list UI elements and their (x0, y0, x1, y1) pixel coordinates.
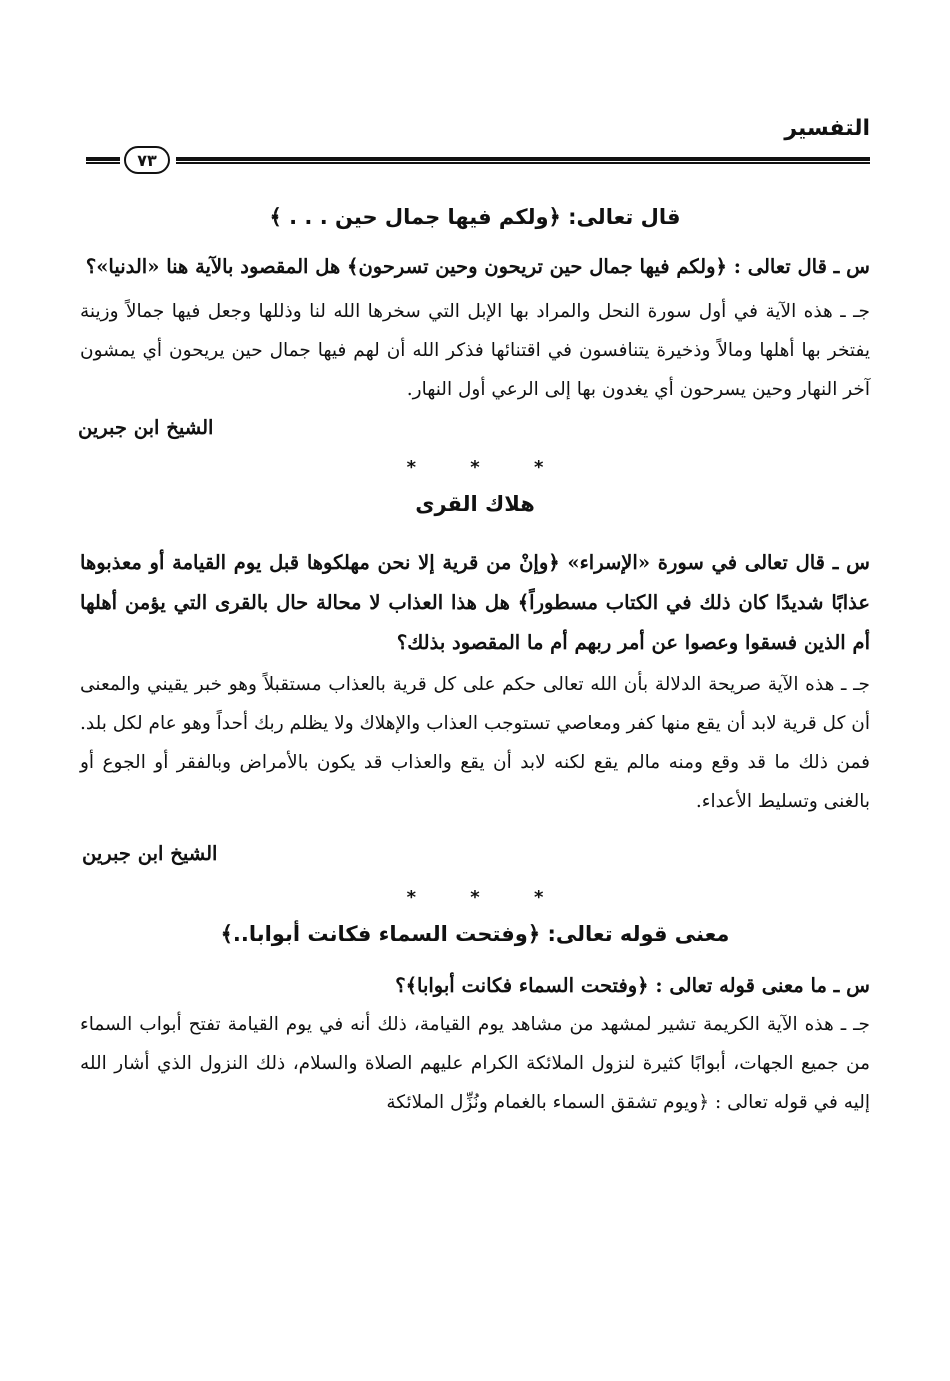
section-1 (80, 200, 870, 447)
question-text: س ـ قال تعالى في سورة «الإسراء» ﴿وإنْ من قرية إلا نحن مهلكوها قبل يوم القيامة أو معذبوها عذابًا شديدًا كان ذلك في الكتاب مسطوراً﴾ هل هذا العذاب لا محالة حال بالقرى التي يؤمن أهلها أم الذين فسقوا وعصوا عن أمر ربهم أم ما المقصود بذلك؟ (80, 551, 870, 654)
header-rule-long (176, 157, 870, 164)
section-title: هلاك القرى (415, 492, 535, 516)
answer-text: جـ ـ هذه الآية صريحة الدلالة بأن الله تعالى حكم على كل قرية بالعذاب مستقبلاً وهو خبر يقيني والمعنى أن كل قرية لابد أن يقع منها كفر ومعاصي تستوجب العذاب والإهلاك ولا يظلم ربك أحداً وهو عام لكل بلد. فمن ذلك ما قد وقع ومنه مالم يقع لكنه لابد أن يقع والعذاب قد يكون بالأمراض وبالفقر أو الجوع أو بالغنى وتسليط الأعداء. (80, 674, 870, 812)
page-number: ٧٣ (124, 146, 170, 174)
source-wrap (80, 409, 870, 447)
running-header-title: التفسير (784, 116, 870, 141)
section-3 (80, 917, 870, 1122)
question-text: س ـ ما معنى قوله تعالى : ﴿وفتحت السماء فكانت أبوابا﴾؟ (395, 974, 870, 997)
answer-text: جـ ـ هذه الآية في أول سورة النحل والمراد بها الإبل التي سخرها الله لنا وذللها وجعل فيها جمالاً وزينة يفتخر بها أهلها ومالاً وذخيرة يتنافسون في اقتنائها فذكر الله أن لهم فيها جمال حين يريحون أي يمشون آخر النهار وحين يسرحون أي يغدون بها إلى الرعي أول النهار. (80, 301, 870, 400)
answer-text: جـ ـ هذه الآية الكريمة تشير لمشهد من مشاهد يوم القيامة، ذلك أنه في يوم القيامة تفتح أبواب السماء من جميع الجهات، أبوابًا كثيرة لنزول الملائكة الكرام عليهم الصلاة والسلام، ذلك النزول الذي أشار الله إليه في قوله تعالى : ﴿ويوم تشقق السماء بالغمام ونُزِّل الملائكة (80, 1014, 870, 1113)
section-2 (80, 487, 870, 873)
question-text: س ـ قال تعالى : ﴿ولكم فيها جمال حين تريحون وحين تسرحون﴾ هل المقصود بالآية هنا «الدنيا»؟ (85, 255, 870, 278)
section-separator: * * * (406, 887, 568, 908)
source-wrap (80, 835, 870, 873)
header-rule-short (86, 157, 120, 164)
header-rule (86, 146, 870, 176)
source-attribution: الشيخ ابن جبرين (82, 842, 218, 865)
page-content (80, 200, 870, 1122)
source-attribution: الشيخ ابن جبرين (78, 416, 214, 439)
section-separator: * * * (406, 457, 568, 478)
section-title: قال تعالى: ﴿ولكم فيها جمال حين . . . ﴾ (269, 205, 681, 229)
section-title: معنى قوله تعالى: ﴿وفتحت السماء فكانت أبوابا..﴾ (220, 922, 730, 946)
